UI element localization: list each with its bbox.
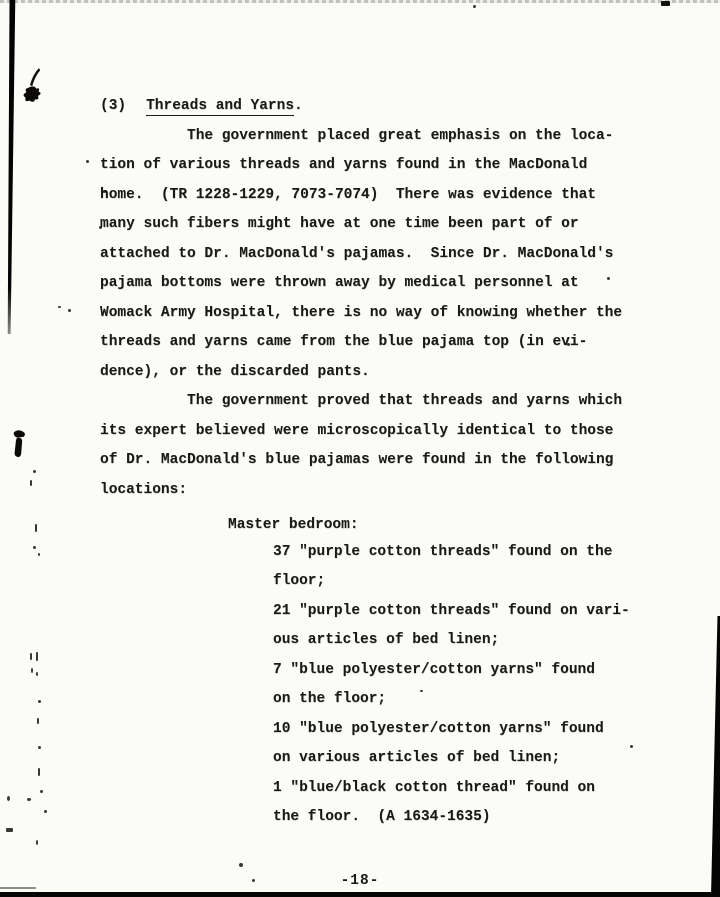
text-line: dence), or the discarded pants. xyxy=(100,363,370,380)
body-lines xyxy=(100,122,680,833)
text-line: attached to Dr. MacDonald's pajamas. Since Dr. MacDonald's xyxy=(100,245,614,262)
text-line: threads and yarns came from the blue pajama top (in evi- xyxy=(100,334,588,350)
heading-number: (3) xyxy=(100,98,127,114)
left-scan-bar-artifact xyxy=(7,0,16,334)
text-line: 1 "blue/black cotton thread" found on xyxy=(273,779,595,796)
section-heading xyxy=(100,92,680,122)
ink-blot-icon xyxy=(11,429,28,463)
text-line: Womack Army Hospital, there is no way of knowing whether the xyxy=(100,304,623,321)
text-line: its expert believed were microscopically identical to those xyxy=(100,422,614,439)
text-line: The government placed great emphasis on the loca- xyxy=(187,127,614,144)
text-line: tion of various threads and yarns found in the MacDonald xyxy=(100,157,588,173)
text-line: 7 "blue polyester/cotton yarns" found xyxy=(273,661,595,678)
right-scan-bar-artifact xyxy=(711,616,720,897)
page-number: -18- xyxy=(340,873,380,889)
text-line: The government proved that threads and yarns which xyxy=(187,393,623,409)
text-line: the floor. (A 1634-1635) xyxy=(273,809,491,825)
ink-smudge-icon xyxy=(18,66,48,111)
text-line: on the floor; xyxy=(273,691,387,707)
text-line: pajama bottoms were thrown away by medical personnel at xyxy=(100,275,579,291)
text-line: 10 "blue polyester/cotton yarns" found xyxy=(273,720,604,737)
text-line: locations: xyxy=(100,481,188,498)
text-line: Master bedroom: xyxy=(228,517,359,533)
text-line: on various articles of bed linen; xyxy=(273,750,561,766)
top-edge-ink-mark xyxy=(661,1,670,6)
bottom-scan-bar-artifact xyxy=(0,892,720,897)
text-line: floor; xyxy=(273,573,326,589)
text-line: 21 "purple cotton threads" found on vari- xyxy=(273,602,630,619)
text-line: ous articles of bed linen; xyxy=(273,632,500,648)
top-perforation-edge xyxy=(0,0,720,3)
document-text xyxy=(100,92,680,833)
text-line: 37 "purple cotton threads" found on the xyxy=(273,543,613,560)
heading-title: Threads and Yarns xyxy=(146,98,295,114)
text-line: many such fibers might have at one time been part of or xyxy=(100,216,579,232)
heading-suffix: . xyxy=(294,98,303,114)
text-line: home. (TR 1228-1229, 7073-7074) There was evidence that xyxy=(100,186,596,203)
text-line: of Dr. MacDonald's blue pajamas were found in the following xyxy=(100,452,614,468)
